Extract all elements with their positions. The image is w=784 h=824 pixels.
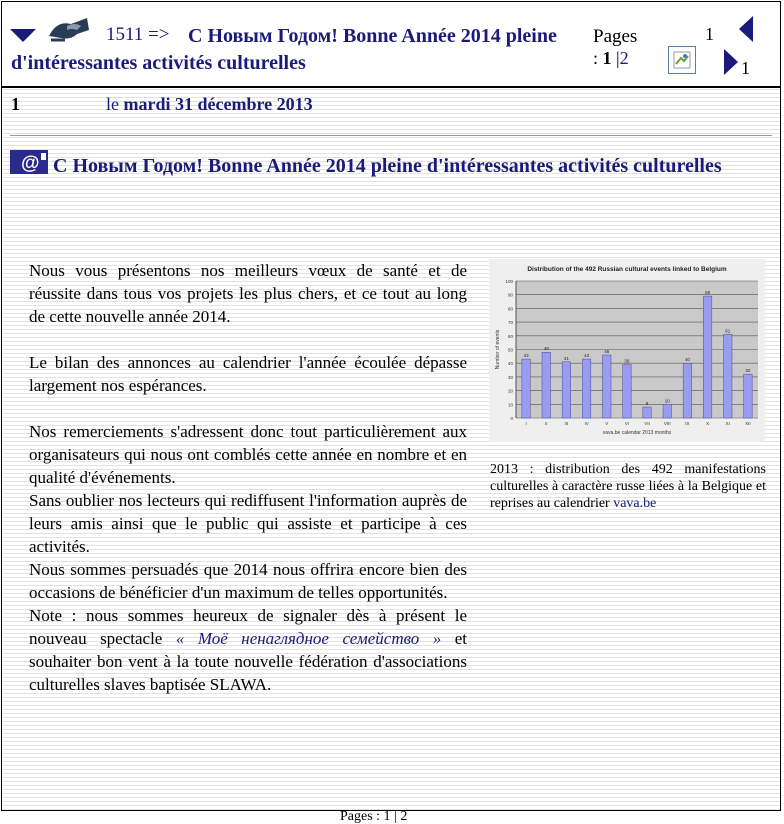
x-tick-label: XI <box>725 421 730 426</box>
y-tick-label: 30 <box>507 374 513 380</box>
y-tick-label: 80 <box>507 306 513 312</box>
y-tick-label: 10 <box>507 402 513 408</box>
svg-text:@: @ <box>21 153 40 174</box>
x-tick-label: II <box>544 421 548 426</box>
data-label: 39 <box>624 358 630 364</box>
paragraph-6: Note : nous sommes heureux de signaler dès à présent le nouveau spectacle « Моё ненаглядное семейство » et souhaiter bon vent à la toute nouvelle fédération d'associations culturelles slaves baptisée SLAWA. <box>29 606 468 694</box>
article-date: le mardi 31 décembre 2013 <box>106 94 313 114</box>
bar-VIII <box>663 404 671 418</box>
header <box>2 2 780 86</box>
paragraph-5: Nous sommes persuadés que 2014 nous offrira encore bien des occasions de bénéficier d'un maximum de telles opportunités. <box>29 560 467 602</box>
y-tick-label: 50 <box>507 347 513 353</box>
x-tick-label: III <box>564 421 569 426</box>
x-tick-label: IX <box>685 421 690 426</box>
data-label: 40 <box>684 357 690 363</box>
triangle-right-icon[interactable] <box>724 49 738 75</box>
y-tick-label: 0 <box>510 416 513 421</box>
current-page: 1 <box>602 48 612 68</box>
paragraph-1: Nous vous présentons nos meilleurs vœux de santé et de réussite dans tous vos projets les plus chers, et ce tout au long de cette nouvelle année 2014. <box>29 261 467 326</box>
data-label: 10 <box>664 398 670 404</box>
article-heading: С Новым Годом! Bonne Année 2014 pleine d'intéressantes activités culturelles <box>53 155 722 177</box>
y-tick-label: 90 <box>507 292 513 298</box>
show-link[interactable]: « Моё ненаглядное семейство » <box>175 629 442 648</box>
data-label: 43 <box>523 353 529 359</box>
data-label: 48 <box>543 346 549 352</box>
bar-XII <box>744 374 752 418</box>
y-tick-label: 60 <box>507 333 513 339</box>
article-date-value: mardi 31 décembre 2013 <box>123 94 313 114</box>
y-tick-label: 100 <box>505 279 513 284</box>
vava-link[interactable]: vava.be <box>613 496 657 511</box>
x-tick-label: V <box>605 421 609 426</box>
paragraph-4: Sans oublier nos lecteurs qui rediffusent l'information auprès de leurs amis ainsi que le public qui assiste et participe à ces activités. <box>29 491 467 556</box>
x-tick-label: X <box>706 421 710 426</box>
y-axis-label: Number of events <box>495 329 501 370</box>
section-divider <box>10 135 772 136</box>
broken-image-icon <box>668 46 696 74</box>
bar-VI <box>623 365 631 418</box>
data-label: 89 <box>705 290 711 296</box>
chart-title: Distribution of the 492 Russian cultural events linked to Belgium <box>527 266 727 273</box>
y-tick-label: 20 <box>507 388 513 394</box>
data-label: 61 <box>725 328 731 334</box>
x-tick-label: XII <box>745 421 751 426</box>
x-tick-label: VIII <box>663 421 671 426</box>
pages-nav: : 1 |2 <box>593 48 629 68</box>
paragraph-2: Le bilan des annonces au calendrier l'année écoulée dépasse largement nos espérances. <box>29 353 467 395</box>
x-axis-label: vava.be calendar 2013 months <box>602 430 672 436</box>
bar-IV <box>582 359 590 418</box>
y-tick-label: 70 <box>507 320 513 326</box>
page <box>1 1 781 811</box>
pages-label: Pages <box>593 26 638 47</box>
paragraph-3: Nos remerciements s'adressent donc tout particulièrement aux organisateurs qui nous ont comblés cette année en nombre et en qualité d'événements. <box>29 422 467 487</box>
data-label: 32 <box>745 368 751 374</box>
x-tick-label: VI <box>624 421 630 426</box>
bar-I <box>522 359 530 418</box>
article-index: 1 <box>11 94 20 114</box>
events-bar-chart <box>489 259 765 442</box>
article-body <box>29 259 467 696</box>
y-tick-label: 40 <box>507 361 513 367</box>
bar-V <box>603 355 611 418</box>
triangle-left-icon[interactable] <box>739 16 753 42</box>
bar-III <box>562 362 570 418</box>
data-label: 43 <box>584 353 590 359</box>
nav-bottom-number: 1 <box>741 58 750 78</box>
header-title[interactable]: С Новым Годом! Bonne Année 2014 pleine d'intéressantes activités culturelles <box>11 25 557 74</box>
bar-X <box>703 296 711 418</box>
header-divider <box>2 86 780 88</box>
bar-II <box>542 352 550 418</box>
article-number: 1511 => <box>106 24 170 45</box>
x-tick-label: I <box>525 421 527 426</box>
bar-VII <box>643 407 651 418</box>
chart-caption: 2013 : distribution des 492 manifestations culturelles à caractère russe liées à la Belgique et reprises au calendrier vava.be <box>490 462 766 511</box>
data-label: 41 <box>563 355 569 361</box>
bar-XI <box>724 334 732 418</box>
page-2-link[interactable]: 2 <box>619 48 629 68</box>
bar-IX <box>683 363 691 418</box>
x-tick-label: IV <box>584 421 589 426</box>
data-label: 8 <box>645 401 649 407</box>
data-label: 46 <box>604 348 610 354</box>
footer-pages: Pages : 1 | 2 <box>340 809 408 824</box>
x-tick-label: VII <box>644 421 650 426</box>
nav-top-number: 1 <box>705 24 714 44</box>
